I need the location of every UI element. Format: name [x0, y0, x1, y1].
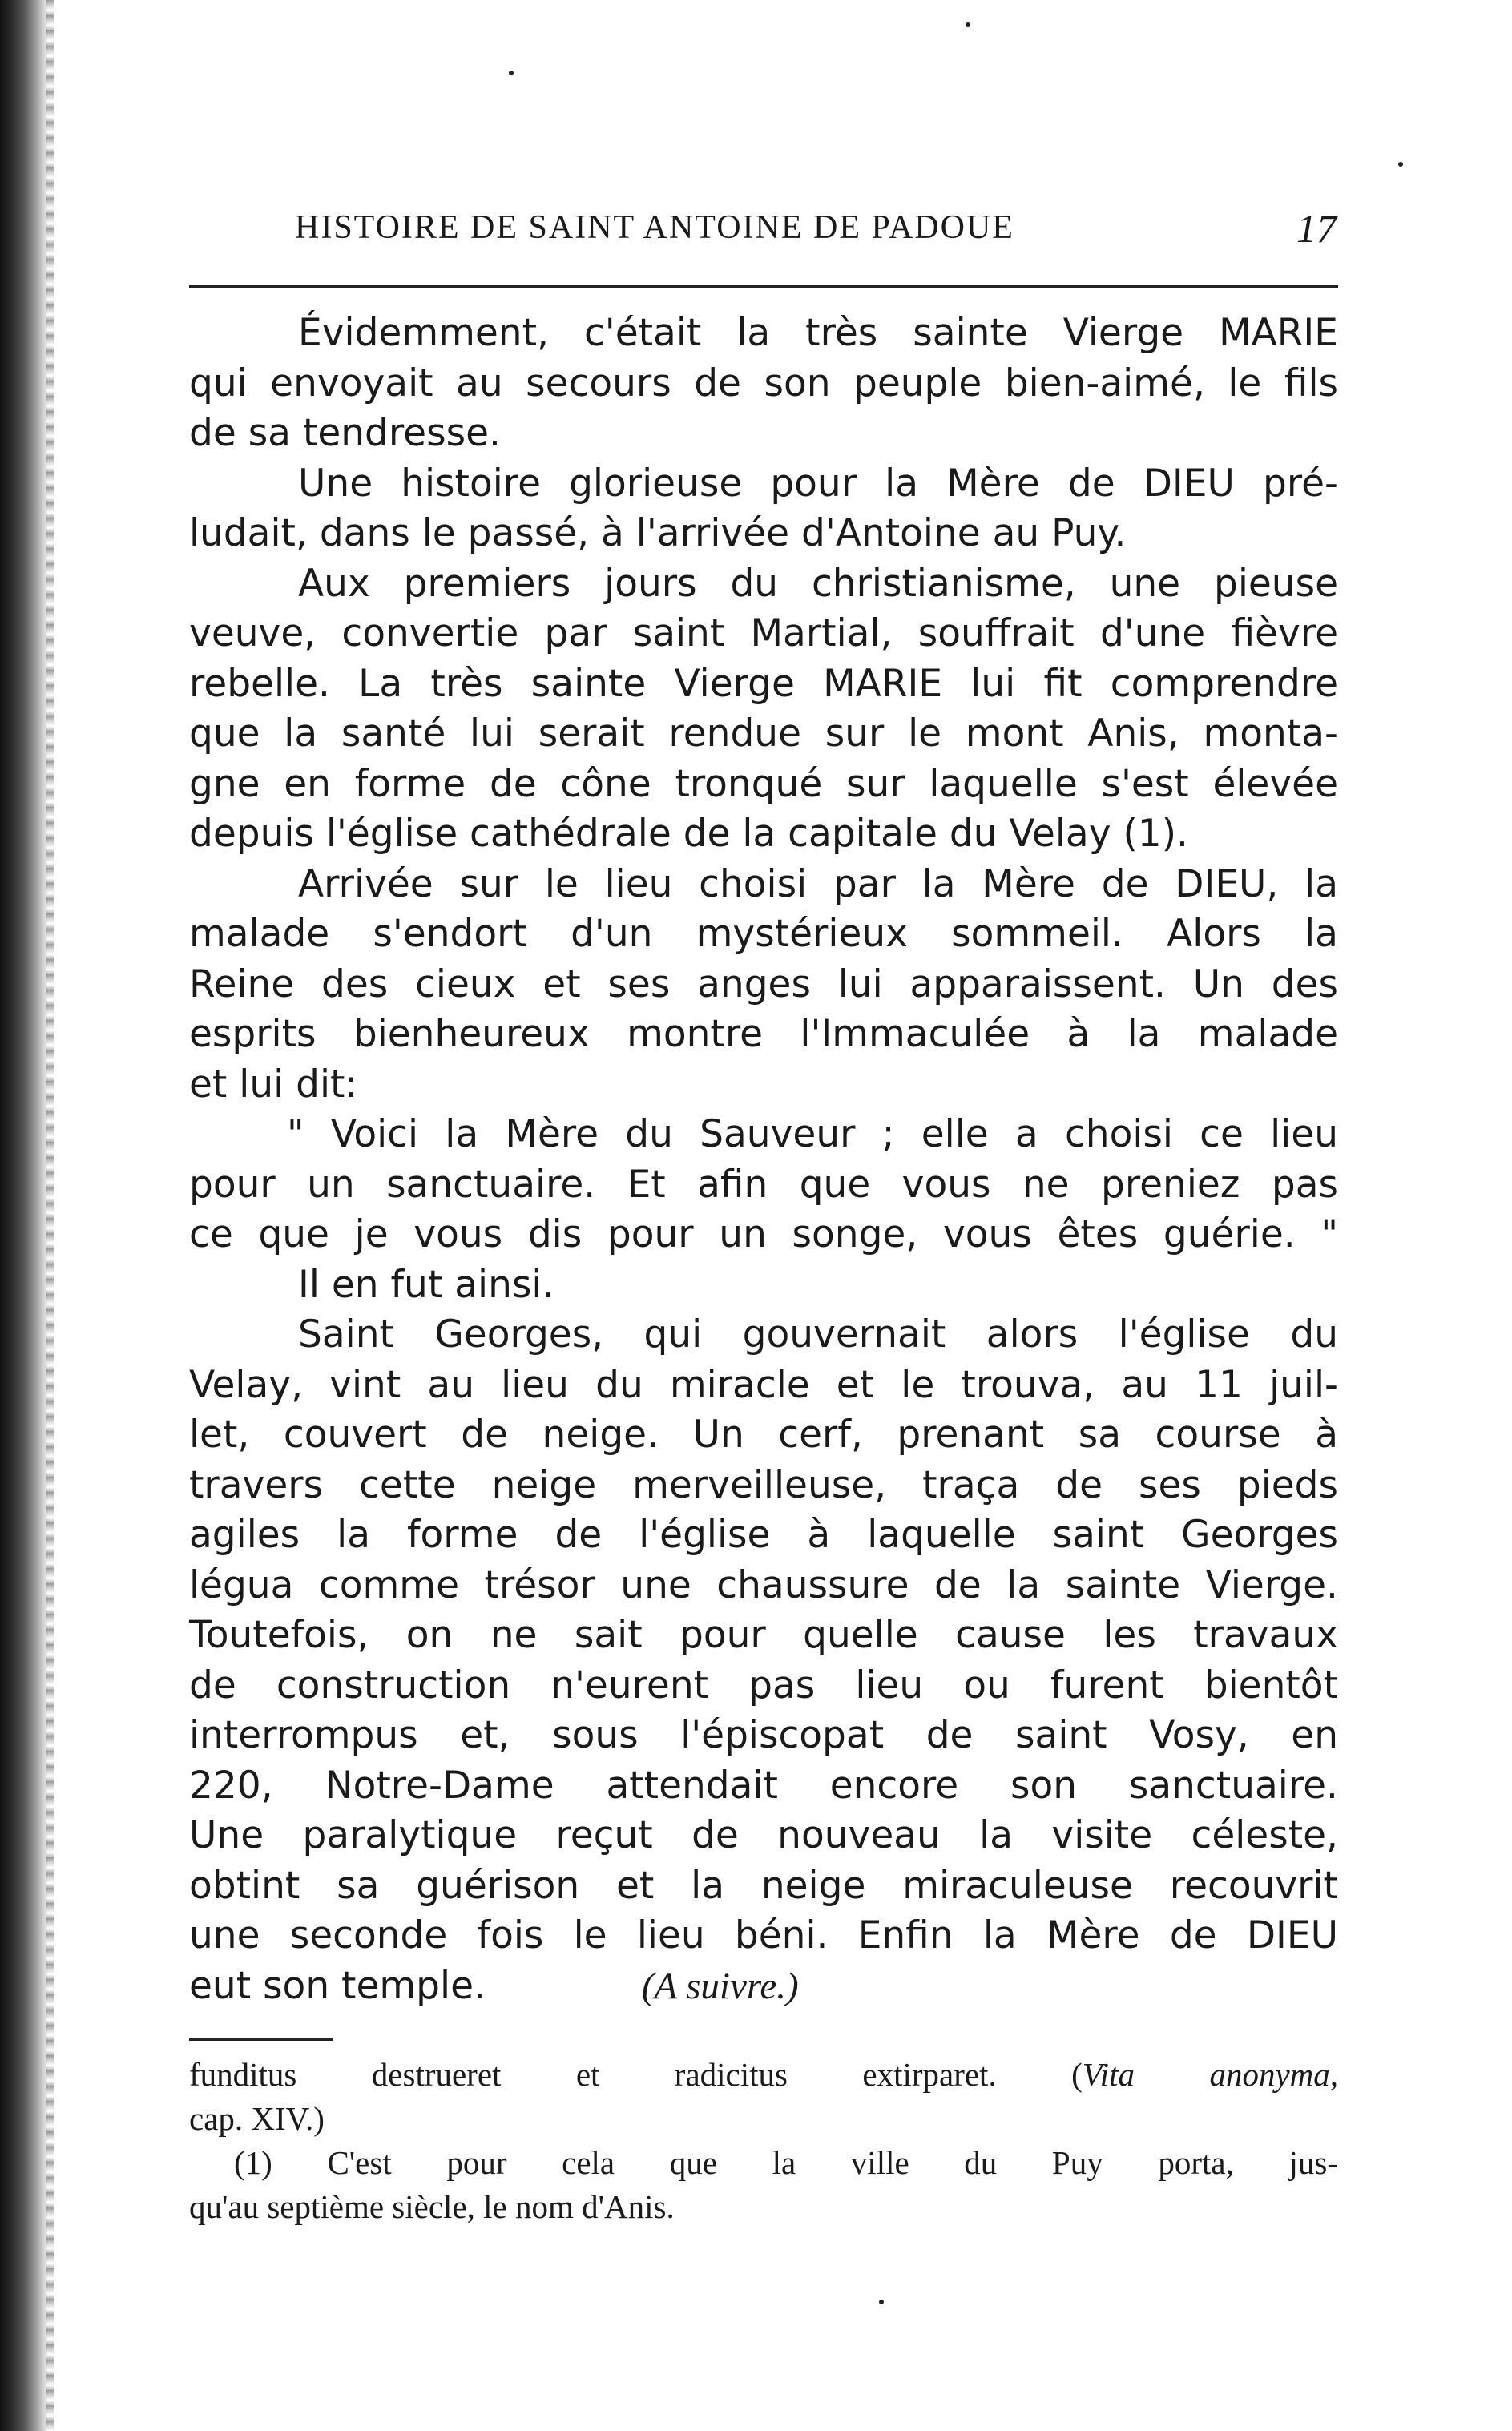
text-line: et lui dit:: [189, 1062, 358, 1107]
body-text: [189, 308, 1338, 2011]
text-line: eut son temple.: [189, 1963, 486, 2008]
text-line: Aux premiers jours du christianisme, une pieuse: [298, 561, 1338, 606]
final-line: [189, 1961, 1338, 2012]
page-number: 17: [1296, 206, 1337, 251]
text-line: ce que je vous dis pour un songe, vous êtes guérie. ": [189, 1212, 1338, 1256]
text-line: depuis l'église cathédrale de la capitale du Velay (1).: [189, 812, 1188, 856]
running-title: HISTOIRE DE SAINT ANTOINE DE PADOUE: [295, 209, 1014, 246]
text-line: Évidemment, c'était la très sainte Vierge MARIE: [298, 311, 1338, 355]
text-line: légua comme trésor une chaussure de la sainte Vierge.: [189, 1562, 1338, 1607]
speck-mark: [879, 2300, 884, 2304]
page-header: [295, 199, 1337, 255]
footnote-rule: [189, 2038, 333, 2041]
text-line: gne en forme de cône tronqué sur laquelle s'est élevée: [189, 761, 1338, 806]
speck-mark: [1398, 162, 1403, 167]
text-line: Saint Georges, qui gouvernait alors l'église du: [298, 1312, 1338, 1357]
text-line: Une paralytique reçut de nouveau la visite céleste,: [189, 1813, 1338, 1857]
footnote-line: (1) C'est pour cela que la ville du Puy porta, jus-: [234, 2144, 1338, 2181]
text-line: esprits bienheureux montre l'Immaculée à la malade: [189, 1012, 1338, 1056]
text-line: pour un sanctuaire. Et afin que vous ne preniez pas: [189, 1162, 1338, 1207]
text-line: qui envoyait au secours de son peuple bien-aimé, le fils: [189, 361, 1338, 405]
text-line: que la santé lui serait rendue sur le mont Anis, monta-: [189, 712, 1338, 756]
text-line: agiles la forme de l'église à laquelle saint Georges: [189, 1513, 1338, 1557]
text-line: rebelle. La très sainte Vierge MARIE lui fit comprendre: [189, 661, 1338, 706]
text-line: malade s'endort d'un mystérieux sommeil. Alors la: [189, 912, 1338, 956]
text-line: obtint sa guérison et la neige miraculeuse recouvrit: [189, 1863, 1338, 1908]
footnote-line: cap. XIV.): [189, 2100, 325, 2137]
footnotes: [189, 2053, 1338, 2229]
book-spine-shadow: [0, 0, 48, 2431]
footnote-line: [189, 2053, 1338, 2097]
text-line: travers cette neige merveilleuse, traça de ses pieds: [189, 1462, 1338, 1507]
text-line: " Voici la Mère du Sauveur ; elle a choisi ce lieu: [287, 1112, 1338, 1156]
book-spine-edge: [46, 0, 54, 2431]
to-be-continued: (A suivre.): [641, 1965, 799, 2007]
footnote-italic: Vita anonyma,: [1082, 2056, 1339, 2093]
footnote-text: funditus destrueret et radicitus extirparet. (: [189, 2056, 1083, 2093]
text-line: Toutefois, on ne sait pour quelle cause les travaux: [189, 1613, 1338, 1657]
text-line: let, couvert de neige. Un cerf, prenant sa course à: [189, 1413, 1338, 1457]
text-line: Velay, vint au lieu du miracle et le trouva, au 11 juil-: [189, 1362, 1338, 1407]
text-line: 220, Notre-Dame attendait encore son sanctuaire.: [189, 1763, 1338, 1808]
footnote-line: qu'au septième siècle, le nom d'Anis.: [189, 2188, 675, 2225]
text-line: Arrivée sur le lieu choisi par la Mère de DIEU, la: [298, 861, 1338, 906]
text-line: interrompus et, sous l'épiscopat de saint Vosy, en: [189, 1713, 1338, 1757]
text-line: Une histoire glorieuse pour la Mère de DIEU pré-: [298, 461, 1338, 506]
text-line: une seconde fois le lieu béni. Enfin la Mère de DIEU: [189, 1913, 1338, 1957]
speck-mark: [966, 22, 970, 27]
text-line: veuve, convertie par saint Martial, souffrait d'une fièvre: [189, 611, 1338, 655]
header-rule: [189, 285, 1338, 288]
text-line: Il en fut ainsi.: [298, 1262, 554, 1307]
text-line: de sa tendresse.: [189, 411, 501, 455]
text-line: Reine des cieux et ses anges lui apparaissent. Un des: [189, 962, 1338, 1006]
text-line: de construction n'eurent pas lieu ou furent bientôt: [189, 1663, 1338, 1707]
text-line: ludait, dans le passé, à l'arrivée d'Antoine au Puy.: [189, 511, 1127, 555]
speck-mark: [509, 71, 514, 75]
